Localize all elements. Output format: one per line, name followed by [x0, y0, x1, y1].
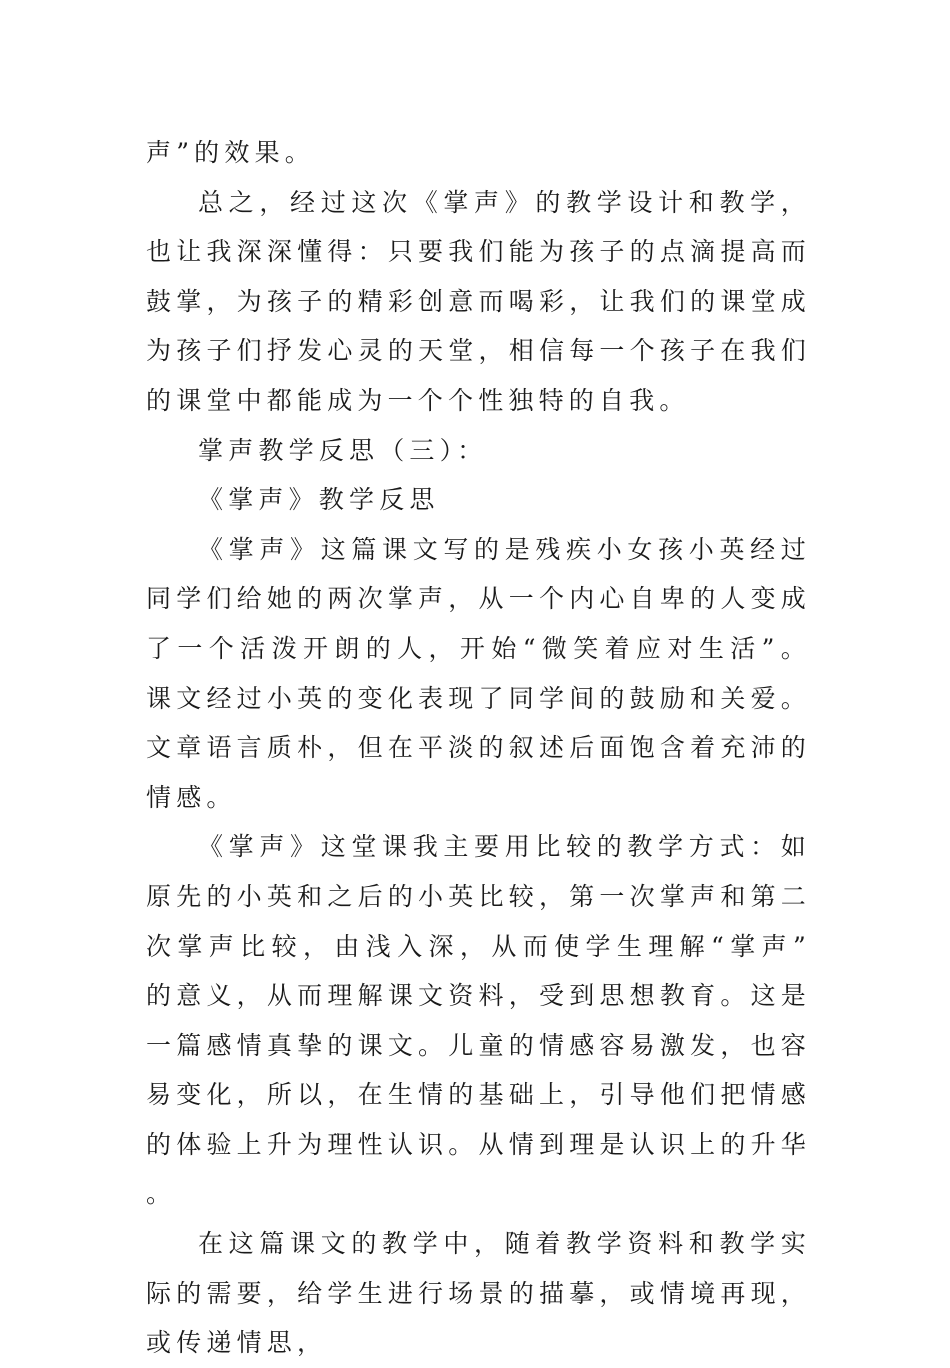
- document-body: [146, 128, 811, 1368]
- paragraph-3: 《掌声》这篇课文写的是残疾小女孩小英经过同学们给她的两次掌声，从一个内心自卑的人变成了一个活泼开朗的人，开始“微笑着应对生活”。课文经过小英的变化表现了同学间的鼓励和关爱。文章语言质朴，但在平淡的叙述后面饱含着充沛的情感。: [146, 534, 811, 812]
- paragraph-4: 《掌声》这堂课我主要用比较的教学方式：如原先的小英和之后的小英比较，第一次掌声和第二次掌声比较，由浅入深，从而使学生理解“掌声”的意义，从而理解课文资料，受到思想教育。这是一篇感情真挚的课文。儿童的情感容易激发，也容易变化，所以，在生情的基础上，引导他们把情感的体验上升为理性认识。从情到理是认识上的升华。: [146, 832, 811, 1209]
- article-title: 《掌声》教学反思: [198, 485, 440, 515]
- paragraph-2: 总之，经过这次《掌声》的教学设计和教学，也让我深深懂得：只要我们能为孩子的点滴提高而鼓掌，为孩子的精彩创意而喝彩，让我们的课堂成为孩子们抒发心灵的天堂，相信每一个孩子在我们的课堂中都能成为一个个性独特的自我。: [146, 187, 811, 415]
- paragraph-5: 在这篇课文的教学中，随着教学资料和教学实际的需要，给学生进行场景的描摹，或情境再现，或传递情思，: [146, 1229, 811, 1358]
- section-heading: 掌声教学反思（三）：: [198, 435, 488, 465]
- paragraph-1: 声”的效果。: [146, 138, 315, 167]
